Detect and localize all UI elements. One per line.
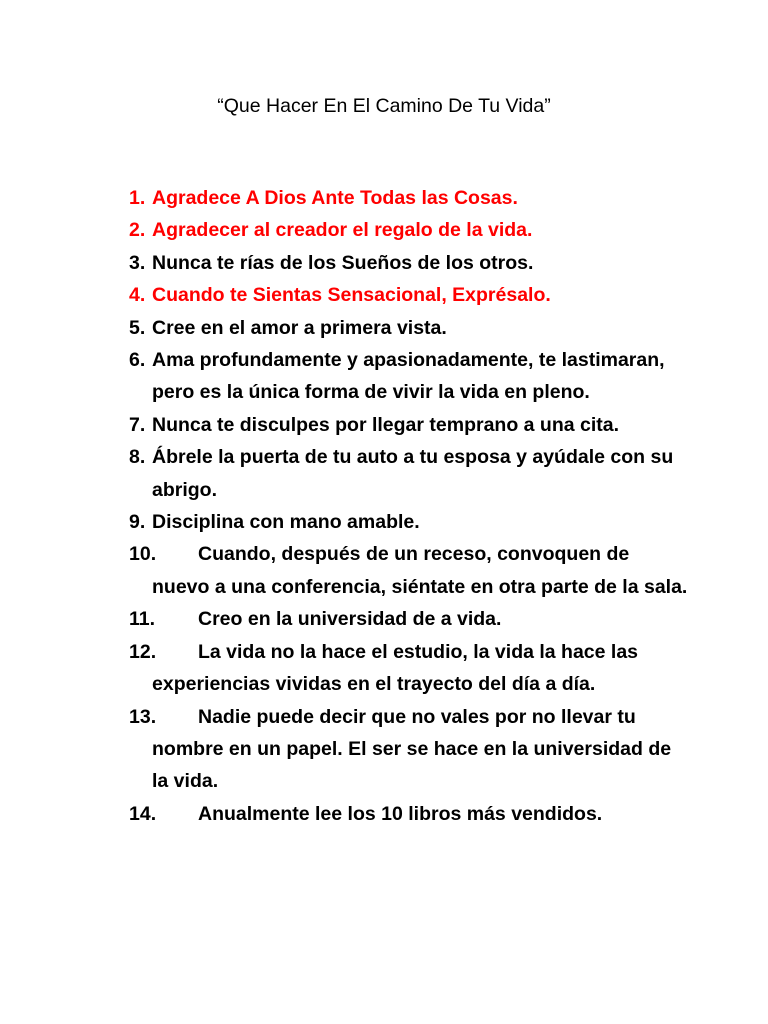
- list-item: [129, 506, 689, 538]
- list-item-number: 10.: [129, 543, 157, 566]
- list-item-text-content: Anualmente lee los 10 libros más vendidos.: [198, 802, 603, 825]
- list-item-text: Disciplina con mano amable.: [152, 511, 420, 534]
- list-item: [129, 603, 689, 635]
- list-item-number: 12.: [129, 640, 157, 663]
- list-item-text: Cree en el amor a primera vista.: [152, 316, 447, 339]
- list-item-text: Agradece A Dios Ante Todas las Cosas.: [152, 187, 518, 209]
- list-item: [129, 344, 689, 409]
- list-item-text: Agradecer al creador el regalo de la vida.: [152, 219, 533, 242]
- list-item-text: [152, 798, 689, 830]
- list-item-number: 1.: [129, 187, 146, 209]
- list-item: [129, 701, 689, 798]
- list-item-number: 3.: [129, 251, 146, 274]
- list-item: [129, 182, 689, 214]
- document-title: “Que Hacer En El Camino De Tu Vida”: [217, 95, 551, 117]
- list-item-number: 14.: [129, 802, 157, 825]
- list-item-number: 4.: [129, 284, 146, 307]
- list-item-number: 13.: [129, 705, 157, 728]
- list-item-number: 8.: [129, 446, 146, 469]
- list-item-text: Cuando te Sientas Sensacional, Exprésalo.: [152, 284, 551, 307]
- list-item: [129, 409, 689, 441]
- list-item: [129, 247, 689, 279]
- list-item: [129, 798, 689, 830]
- list-item-number: 5.: [129, 316, 146, 339]
- list-item: [129, 441, 689, 506]
- list-item-number: 9.: [129, 511, 146, 534]
- list-item-number: 11.: [129, 608, 156, 631]
- list-item-text-content: Cuando, después de un receso, convoquen de nuevo a una conferencia, siéntate en otra parte de la sala.: [152, 543, 688, 598]
- list-item-number: 2.: [129, 219, 146, 242]
- list-item: [129, 636, 689, 701]
- list-item-text: Ama profundamente y apasionadamente, te lastimaran, pero es la única forma de vivir la vida en pleno.: [152, 349, 665, 404]
- list-item-text-content: Nadie puede decir que no vales por no llevar tu nombre en un papel. El ser se hace en la universidad de la vida.: [152, 705, 672, 793]
- list-item-text: [152, 603, 689, 635]
- list-item-text: Ábrele la puerta de tu auto a tu esposa y ayúdale con su abrigo.: [152, 446, 674, 501]
- list-item-text: [152, 701, 689, 798]
- list-item-number: 6.: [129, 349, 146, 372]
- list-item-text: [152, 636, 689, 701]
- list-item: [129, 214, 689, 246]
- list-item: [129, 538, 689, 603]
- list-item: [129, 312, 689, 344]
- list-item-text: [152, 538, 689, 603]
- list-item-text-content: La vida no la hace el estudio, la vida la hace las experiencias vividas en el trayecto del día a día.: [152, 640, 639, 696]
- list-item: [129, 279, 689, 311]
- list-item-text: Nunca te rías de los Sueños de los otros.: [152, 251, 534, 274]
- numbered-list: [129, 182, 689, 830]
- list-item-text-content: Creo en la universidad de a vida.: [198, 608, 502, 631]
- list-item-text: Nunca te disculpes por llegar temprano a una cita.: [152, 413, 620, 436]
- list-item-number: 7.: [129, 413, 146, 436]
